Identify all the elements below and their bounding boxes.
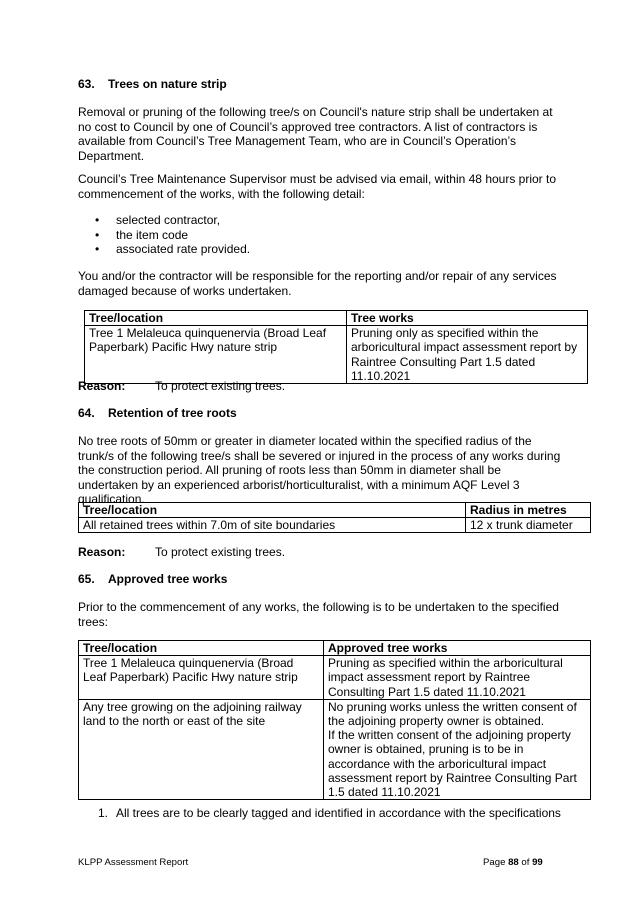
section-64-roots-table: [78, 502, 591, 533]
table-header-cell: Tree/location: [79, 641, 324, 656]
section-63-bullet-list: [78, 213, 562, 257]
table-cell: Pruning only as specified within the arboricultural impact assessment report by Raintree Consulting Part 1.5 dated 11.10.2021: [347, 326, 588, 384]
table-row: [79, 518, 591, 533]
list-item-number: 1.: [98, 806, 109, 820]
table-row: [85, 326, 588, 384]
table-cell: 12 x trunk diameter: [466, 518, 591, 533]
section-65-heading: [78, 572, 227, 586]
reason-label: Reason:: [78, 545, 126, 559]
list-item: • associated rate provided.: [78, 242, 562, 257]
section-63-heading: [78, 77, 227, 91]
section-65-approved-works-table: [78, 640, 591, 800]
table-cell: Tree 1 Melaleuca quinquenervia (Broad Leaf Paperbark) Pacific Hwy nature strip: [85, 326, 347, 384]
section-64-heading: [78, 406, 237, 420]
table-row: [79, 699, 591, 799]
list-item: • the item code: [78, 228, 562, 243]
section-63-para-1: Removal or pruning of the following tree/s on Council's nature strip shall be undertaken at no cost to Council by one of Council’s approved tree contractors. A list of contractors is available from Council’s Tree Management Team, who are in Council’s Operation’s Department.: [78, 105, 553, 163]
reason-text: To protect existing trees.: [155, 545, 286, 559]
section-64-number: 64.: [78, 406, 95, 420]
list-item: • selected contractor,: [78, 213, 562, 228]
page-current: 88: [508, 857, 519, 868]
section-65-number: 65.: [78, 572, 95, 586]
section-64-para-1: No tree roots of 50mm or greater in diameter located within the specified radius of the trunk/s of the following tree/s shall be severed or injured in the process of any works during the construction period. All pruning of roots less than 50mm in diameter shall be undertaken by an experienced arborist/horticulturalist, with a minimum AQF Level 3 qualification.: [78, 434, 561, 507]
reason-label: Reason:: [78, 379, 126, 393]
table-header-cell: Approved tree works: [324, 641, 591, 656]
table-cell: No pruning works unless the written consent of the adjoining property owner is obtained. If the written consent of the adjoining property owner is obtained, pruning is to be in accordance with the arboricultural impact assessment report by Raintree Consulting Part 1.5 dated 11.10.2021: [324, 699, 591, 799]
list-item: [78, 806, 562, 821]
section-65-numbered-list: [78, 806, 562, 821]
table-header-row: [85, 311, 588, 326]
section-63-reason: [78, 379, 285, 394]
table-header-cell: Radius in metres: [466, 503, 591, 518]
section-65-title: Approved tree works: [108, 572, 228, 586]
table-header-cell: Tree/location: [85, 311, 347, 326]
table-header-row: [79, 503, 591, 518]
footer-page-number: [483, 856, 543, 871]
footer-report-title: KLPP Assessment Report: [78, 857, 189, 868]
table-header-cell: Tree works: [347, 311, 588, 326]
table-cell: Pruning as specified within the arboricultural impact assessment report by Raintree Consulting Part 1.5 dated 11.10.2021: [324, 656, 591, 700]
table-row: [79, 656, 591, 700]
section-63-title: Trees on nature strip: [108, 77, 227, 91]
page-total: 99: [532, 857, 543, 868]
table-cell: All retained trees within 7.0m of site boundaries: [79, 518, 466, 533]
table-cell: Any tree growing on the adjoining railway land to the north or east of the site: [79, 699, 324, 799]
page-of: of: [518, 857, 533, 868]
table-header-cell: Tree/location: [79, 503, 466, 518]
reason-text: To protect existing trees.: [155, 379, 286, 393]
section-63-number: 63.: [78, 77, 95, 91]
table-header-row: [79, 641, 591, 656]
section-63-para-2: Council’s Tree Maintenance Supervisor must be advised via email, within 48 hours prior to commencement of the works, with the following detail:: [78, 172, 557, 201]
table-cell: Tree 1 Melaleuca quinquenervia (Broad Leaf Paperbark) Pacific Hwy nature strip: [79, 656, 324, 700]
section-64-reason: [78, 545, 285, 560]
section-63-para-3: You and/or the contractor will be responsible for the reporting and/or repair of any services damaged because of works undertaken.: [78, 269, 557, 298]
section-63-tree-table: [84, 310, 588, 384]
section-65-para-1: Prior to the commencement of any works, the following is to be undertaken to the specified trees:: [78, 600, 559, 629]
page-prefix: Page: [483, 857, 509, 868]
list-item-text: All trees are to be clearly tagged and identified in accordance with the specifications: [116, 806, 561, 820]
section-64-title: Retention of tree roots: [108, 406, 237, 420]
